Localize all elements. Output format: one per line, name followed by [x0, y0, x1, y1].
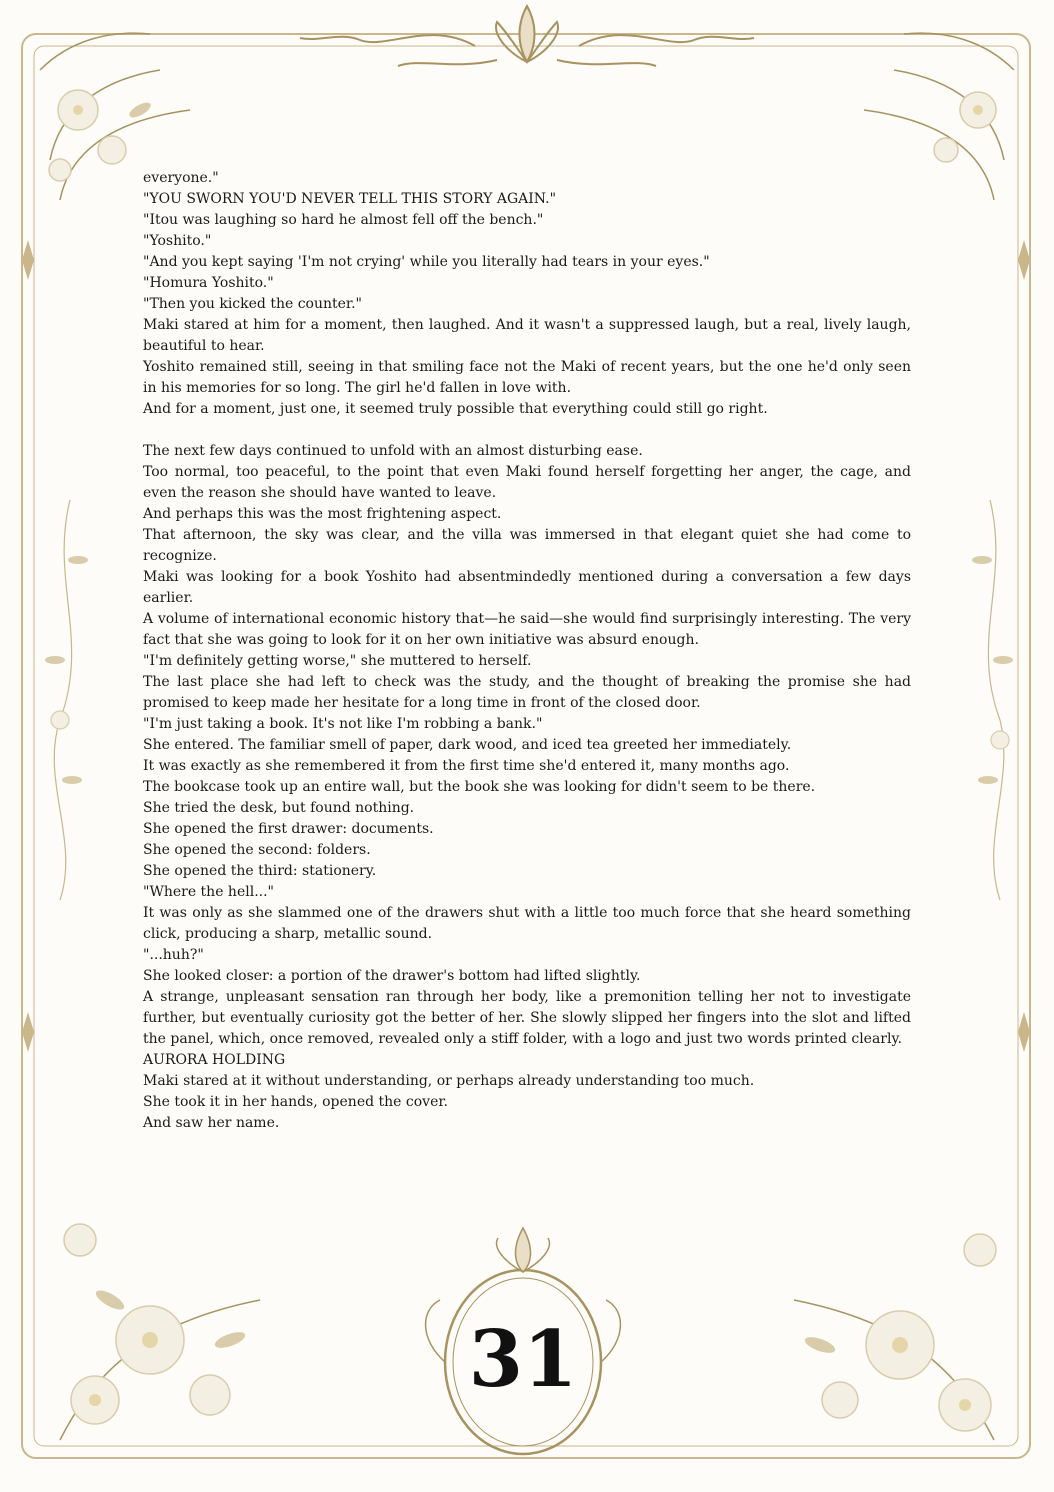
paragraph: AURORA HOLDING	[143, 1052, 286, 1068]
paragraph: A strange, unpleasant sensation ran through her body, like a premonition telling her not to investigate further, but eventually curiosity got the better of her. She slowly slipped her fingers into the slot and lifted the panel, which, once removed, revealed only a stiff folder, with a logo and just two words printed clearly.	[143, 989, 911, 1047]
paragraph: "I'm just taking a book. It's not like I'm robbing a bank."	[143, 716, 543, 732]
paragraph: She opened the second: folders.	[143, 842, 371, 858]
paragraph: Maki was looking for a book Yoshito had absentmindedly mentioned during a conversation a few days earlier.	[143, 569, 911, 606]
paragraph: "Itou was laughing so hard he almost fell off the bench."	[143, 212, 544, 228]
paragraph: The next few days continued to unfold with an almost disturbing ease.	[143, 443, 643, 459]
paragraph: And saw her name.	[143, 1115, 280, 1131]
floral-vine-right	[972, 500, 1013, 900]
floral-vine-left	[45, 500, 88, 900]
paragraph: It was exactly as she remembered it from the first time she'd entered it, many months ago.	[143, 758, 790, 774]
paragraph: She looked closer: a portion of the drawer's bottom had lifted slightly.	[143, 968, 641, 984]
paragraph: And for a moment, just one, it seemed truly possible that everything could still go right.	[143, 401, 768, 417]
paragraph: And perhaps this was the most frightening aspect.	[143, 506, 502, 522]
paragraph: A volume of international economic history that—he said—she would find surprisingly interesting. The very fact that she was going to look for it on her own initiative was absurd enough.	[143, 611, 911, 648]
floral-corner-ornament-bottom-left	[60, 1224, 260, 1440]
paragraph: She took it in her hands, opened the cover.	[143, 1094, 448, 1110]
paragraph: She entered. The familiar smell of paper, dark wood, and iced tea greeted her immediately.	[143, 737, 792, 753]
paragraph: "...huh?"	[143, 947, 204, 963]
paragraph: Yoshito remained still, seeing in that smiling face not the Maki of recent years, but the one he'd only seen in his memories for so long. The girl he'd fallen in love with.	[143, 359, 911, 396]
paragraph: The bookcase took up an entire wall, but the book she was looking for didn't seem to be there.	[143, 779, 816, 795]
paragraph: "And you kept saying 'I'm not crying' while you literally had tears in your eyes."	[143, 254, 710, 270]
paragraph: It was only as she slammed one of the drawers shut with a little too much force that she heard something click, producing a sharp, metallic sound.	[143, 905, 911, 942]
paragraph: Too normal, too peaceful, to the point that even Maki found herself forgetting her anger, the cage, and even the reason she should have wanted to leave.	[143, 464, 911, 501]
paragraph: Maki stared at it without understanding, or perhaps already understanding too much.	[143, 1073, 755, 1089]
paragraph: She tried the desk, but found nothing.	[143, 800, 415, 816]
floral-corner-ornament-bottom-right	[794, 1234, 996, 1440]
paragraph: "YOU SWORN YOU'D NEVER TELL THIS STORY AGAIN."	[143, 191, 557, 207]
fleur-de-lis-top-icon	[300, 6, 754, 66]
paragraph: Maki stared at him for a moment, then laughed. And it wasn't a suppressed laugh, but a real, lively laugh, beautiful to hear.	[143, 317, 911, 354]
page-number: 31	[468, 1314, 578, 1405]
paragraph: "Where the hell..."	[143, 884, 274, 900]
paragraph: everyone."	[143, 170, 219, 186]
paragraph: "Yoshito."	[143, 233, 212, 249]
paragraph: "Homura Yoshito."	[143, 275, 274, 291]
paragraph-spacer	[143, 420, 911, 441]
paragraph: That afternoon, the sky was clear, and the villa was immersed in that elegant quiet she had come to recognize.	[143, 527, 911, 564]
paragraph: She opened the first drawer: documents.	[143, 821, 434, 837]
paragraph: She opened the third: stationery.	[143, 863, 377, 879]
paragraph: "Then you kicked the counter."	[143, 296, 362, 312]
paragraph: The last place she had left to check was the study, and the thought of breaking the promise she had promised to keep made her hesitate for a long time in front of the closed door.	[143, 674, 911, 711]
story-text	[143, 168, 911, 1134]
paragraph: "I'm definitely getting worse," she muttered to herself.	[143, 653, 532, 669]
